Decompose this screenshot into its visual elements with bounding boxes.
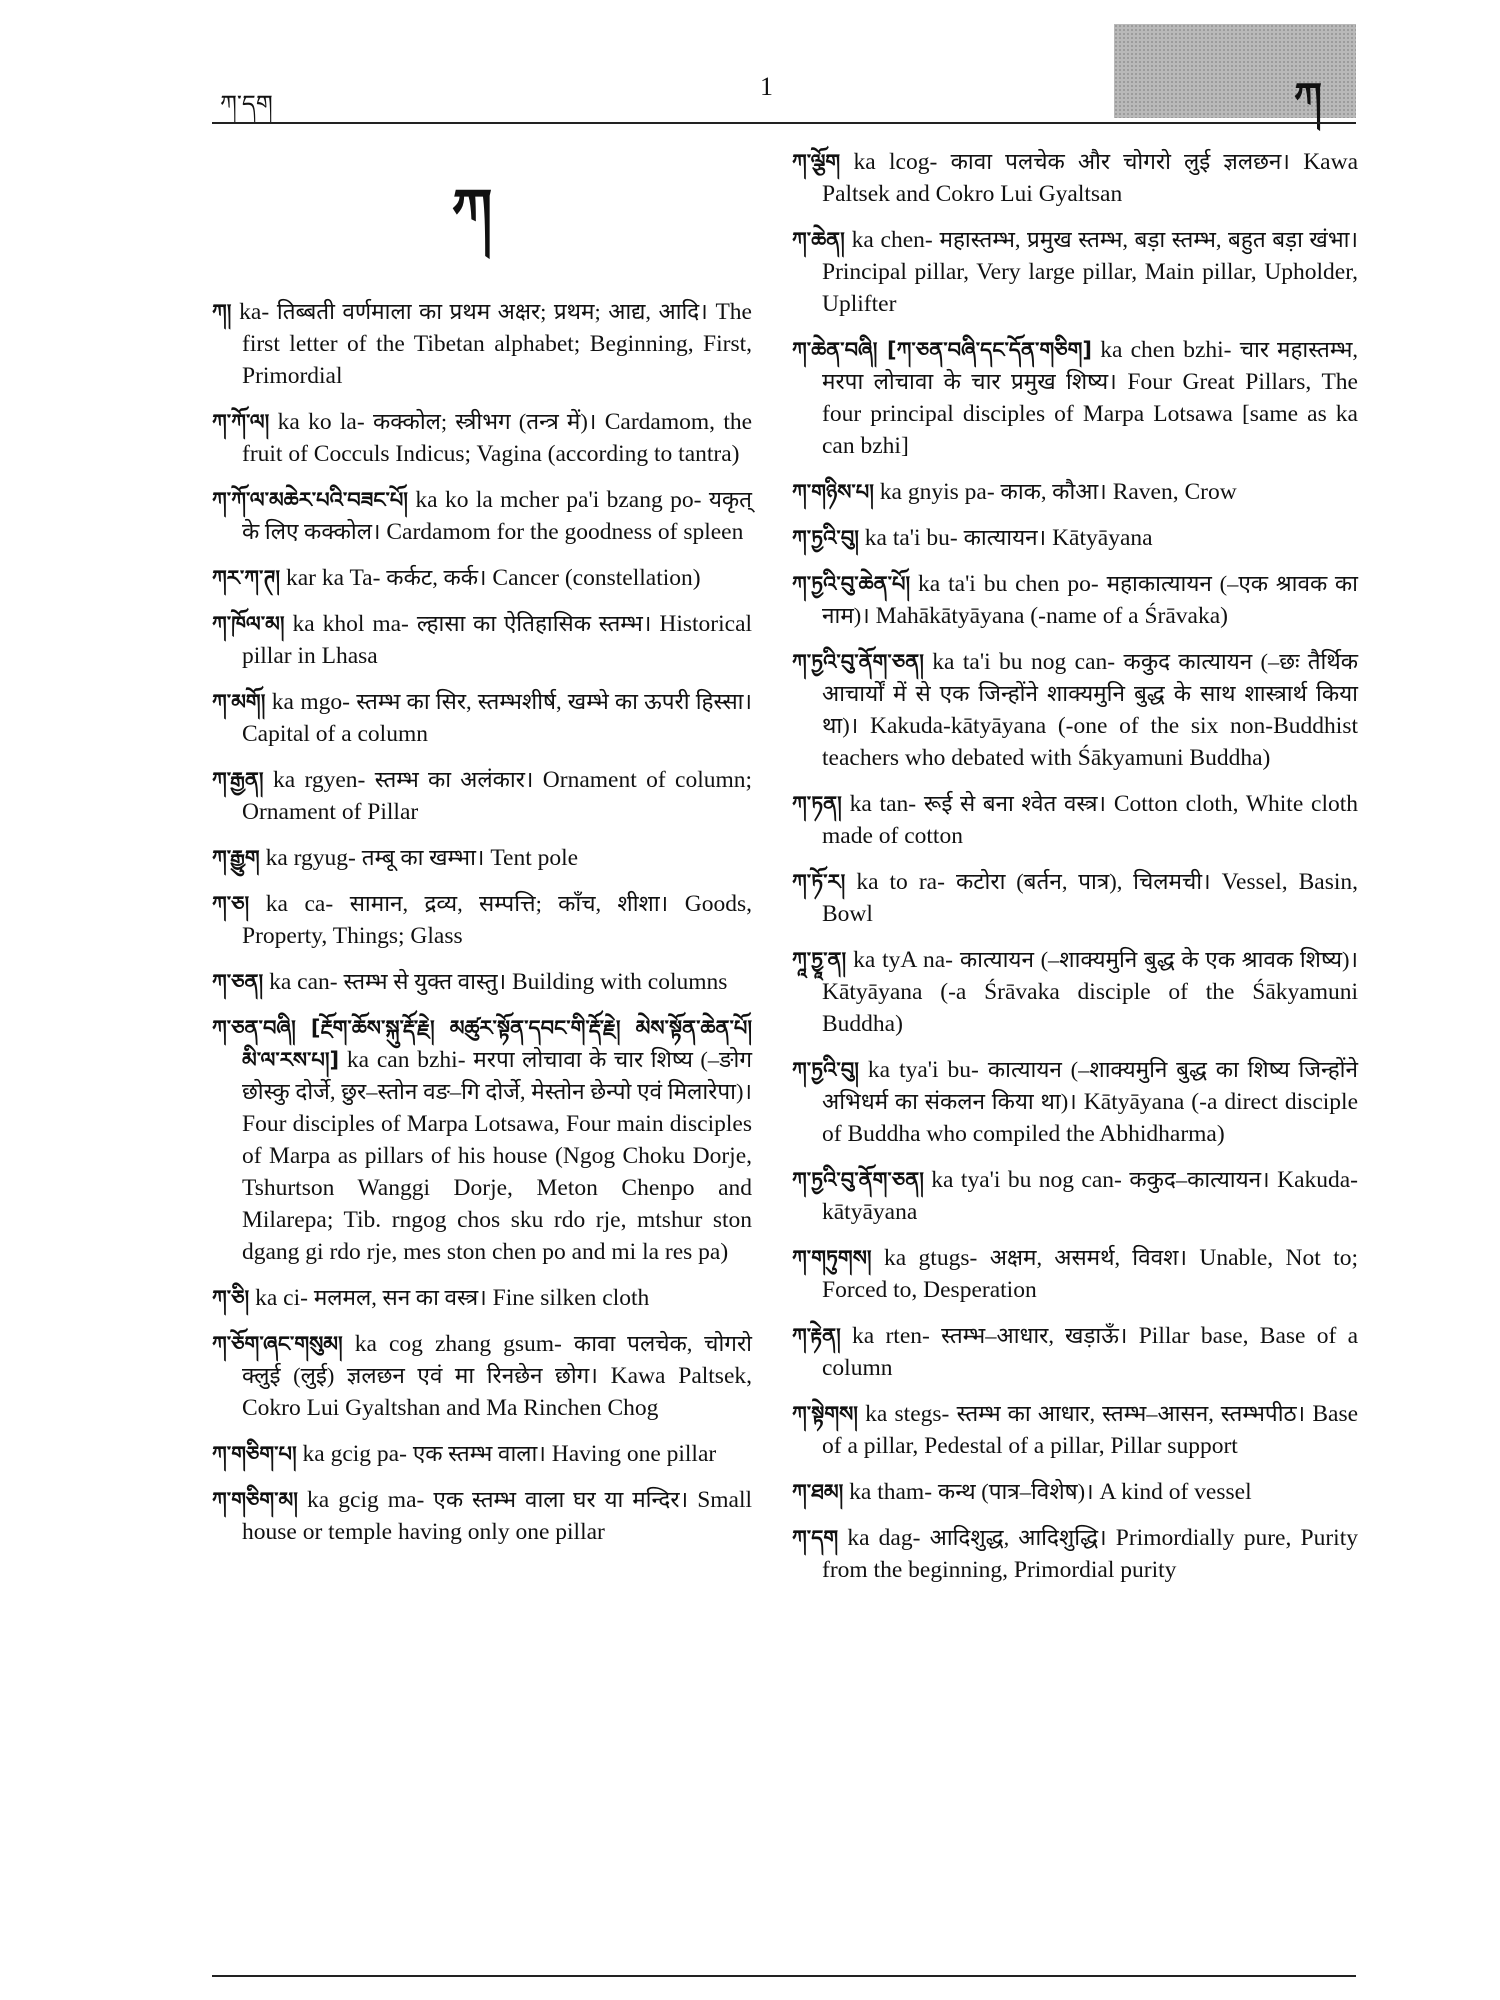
hindi-definition: ककुद कात्यायन (–छः तैर्थिक आचार्यों में से एक जिन्होंने शाक्यमुनि बुद्ध के साथ शास्त्रार्थ किया था)। [822,649,1359,738]
english-definition: Kawa Paltsek, Cokro Lui Gyaltshan and Ma Rinchen Chog [242,1363,753,1421]
dictionary-entry [212,296,752,392]
hindi-definition: काक, कौआ। [1000,479,1107,504]
tibetan-headword: ཀ་ཐམ། [792,1480,844,1504]
transliteration: ka ta'i bu nog can- [932,649,1116,675]
transliteration: ka ta'i bu- [864,525,958,551]
dictionary-entry [792,788,1358,852]
tibetan-headword: ཀ་གཅིག་པ། [212,1442,297,1466]
tibetan-headword: ཀ། [212,300,232,324]
english-definition: Ornament of column; Ornament of Pillar [242,767,753,825]
dictionary-entry [212,562,752,594]
hindi-definition: एक स्तम्भ वाला। [412,1441,546,1466]
tibetan-headword: ཀ་ཅན་བཞི། [རྔོག་ཆོས་སྐུ་རྡོ་རྗེ། མཚུར་སྟོན་དབང་གི་རྡོ་རྗེ། མེས་སྟོན་ཆེན་པོ། མི་ལ་རས་པ།] [212,1016,752,1072]
dictionary-entry [212,608,752,672]
transliteration: ka dag- [847,1525,921,1551]
dictionary-entry [792,1164,1358,1228]
tibetan-headword: ཀ་རྒྱན། [212,768,264,792]
dictionary-entry [212,888,752,952]
transliteration: ka tya'i bu- [867,1057,979,1083]
hindi-definition: कावा पलचेक और चोगरो लुई ज्ञलछन। [950,149,1290,174]
running-head: ཀ་དག [220,90,273,118]
dictionary-entry [212,1012,752,1268]
transliteration: ka chen- [851,227,933,253]
english-definition: Principal pillar, Very large pillar, Main pillar, Upholder, Uplifter [822,259,1358,317]
tibetan-headword: ཀ་གཅིག་མ། [212,1488,298,1512]
dictionary-entry [792,1242,1358,1306]
english-definition: Cancer (constellation) [492,565,701,591]
tibetan-headword: ཀ་ཅ། [212,892,250,916]
hindi-definition: स्तम्भ–आधार, खड़ाऊँ। [941,1323,1128,1348]
hindi-definition: कात्यायन (–शाक्यमुनि बुद्ध के एक श्रावक शिष्य)। [959,947,1359,972]
hindi-definition: स्तम्भ का अलंकार। [374,767,534,792]
hindi-definition: मलमल, सन का वस्त्र। [313,1285,487,1310]
tibetan-headword: ཀ་ལྕོག [792,150,841,174]
english-definition: Kātyāyana (-a direct disciple of Buddha who compiled the Abhidharma) [822,1089,1358,1147]
transliteration: ka ci- [255,1285,308,1311]
dictionary-entry [212,1282,752,1314]
dictionary-entry [212,764,752,828]
hindi-definition: महाकात्यायन (–एक श्रावक का नाम)। [822,571,1358,628]
dictionary-entry [792,944,1358,1040]
english-definition: Primordially pure, Purity from the beginning, Primordial purity [822,1525,1358,1583]
english-definition: Building with columns [511,969,728,995]
hindi-definition: कावा पलचेक, चोगरो क्लुई (लुई) ज्ञलछन एवं मा रिनछेन छोग। [242,1331,752,1388]
transliteration: ka rten- [852,1323,930,1349]
tibetan-headword: ཀ་ཏྱའི་བུ་ཆེན་པོ། [792,572,911,596]
dictionary-entry [792,1054,1358,1150]
transliteration: ka gcig ma- [307,1487,425,1513]
hindi-definition: कात्यायन। [963,525,1047,550]
dictionary-entry [212,484,752,548]
english-definition: Unable, Not to; Forced to, Desperation [822,1245,1359,1303]
english-definition: Historical pillar in Lhasa [242,611,753,669]
english-definition: Having one pillar [551,1441,717,1467]
dictionary-entry [212,406,752,470]
dictionary-entry [792,146,1358,210]
hindi-definition: अक्षम, असमर्थ, विवश। [989,1245,1187,1270]
tibetan-headword: ཀ་རྒྱུག [212,846,260,870]
english-definition: Cardamom, the fruit of Cocculs Indicus; Vagina (according to tantra) [242,409,753,467]
transliteration: ka gcig pa- [302,1441,407,1467]
dictionary-entry [792,1476,1358,1508]
english-definition: Cotton cloth, White cloth made of cotton [822,791,1359,849]
dictionary-entry [792,866,1358,930]
tibetan-headword: ཀ་ཀོ་ལ་མཆེར་པའི་བཟང་པོ། [212,488,408,512]
dictionary-entry [212,1484,752,1548]
tibetan-headword: ཀ་ཏྱའི་བུ། [792,526,859,550]
dictionary-entry [792,568,1358,632]
hindi-definition: स्तम्भ का आधार, स्तम्भ–आसन, स्तम्भपीठ। [956,1401,1306,1426]
header-rule [212,122,1356,124]
tibetan-headword: ཀ་ཅན། [212,970,264,994]
hindi-definition: स्तम्भ का सिर, स्तम्भशीर्ष, खम्भे का ऊपरी हिस्सा। [356,689,753,714]
tibetan-headword: ཀ་ཏྱའི་བུ་ནོག་ཅན། [792,650,924,674]
transliteration: ka gtugs- [883,1245,978,1271]
hindi-definition: कटोरा (बर्तन, पात्र), चिलमची। [955,869,1211,894]
hindi-definition: मरपा लोचावा के चार शिष्य (–ङोग छोस्कु दोर्जे, छुर–स्तोन वङ–गि दोर्जे, मेस्तोन छेन्पो एवं मिलारेपा)। [242,1047,752,1104]
tibetan-headword: ཀ་ཅོག་ཞང་གསུམ། [212,1332,343,1356]
tibetan-headword: ཀ་དག [792,1526,839,1550]
thumb-index-tab [1114,24,1356,121]
hindi-definition: ककुद–कात्यायन। [1129,1167,1270,1192]
dictionary-entry [212,686,752,750]
tibetan-headword: ཀ་ཁོལ་མ། [212,612,285,636]
tibetan-headword: ཀ་གཉིས་པ། [792,480,874,504]
hindi-definition: तम्बू का खम्भा। [361,845,485,870]
transliteration: ka mgo- [271,689,350,715]
english-definition: Four Great Pillars, The four principal disciples of Marpa Lotsawa [same as ka can bzhi] [822,369,1358,459]
tibetan-headword: ཀ་རྟེན། [792,1324,841,1348]
tibetan-headword: ཀ་ཏྱའི་བུ་ནོག་ཅན། [792,1168,924,1192]
transliteration: ka- [239,299,270,325]
transliteration: ka can bzhi- [346,1047,466,1073]
tibetan-headword: ཀཱ་ཏྱཱ་ན། [792,948,847,972]
tibetan-headword: ཀ་ཆེན་བཞི། [ཀ་ཅན་བཞི་དང་དོན་གཅིག] [792,338,1092,362]
right-column [792,146,1358,1600]
english-definition: Mahākātyāyana (-name of a Śrāvaka) [875,603,1228,629]
hindi-definition: एक स्तम्भ वाला घर या मन्दिर। [433,1487,689,1512]
english-definition: Kātyāyana (-a Śrāvaka disciple of the Śākyamuni Buddha) [822,979,1358,1037]
hindi-definition: कात्यायन (–शाक्यमुनि बुद्ध का शिष्य जिन्होंने अभिधर्म का संकलन किया था)। [822,1057,1359,1114]
tibetan-headword: ཀ་ཀོ་ལ། [212,410,270,434]
transliteration: ka chen bzhi- [1100,337,1232,363]
transliteration: ka tham- [849,1479,933,1505]
hindi-definition: कक्कोल; स्त्रीभग (तन्त्र में)। [373,409,597,434]
english-definition: Raven, Crow [1112,479,1237,505]
hindi-definition: कन्थ (पात्र–विशेष)। [937,1479,1094,1504]
dictionary-entry [792,646,1358,774]
tibetan-headword: ཀ་ཅི། [212,1286,250,1310]
hindi-definition: महास्तम्भ, प्रमुख स्तम्भ, बड़ा स्तम्भ, बहुत बड़ा खंभा। [939,227,1359,252]
transliteration: ka ko la mcher pa'i bzang po- [415,487,702,513]
english-definition: Vessel, Basin, Bowl [822,869,1359,927]
transliteration: ka ca- [265,891,334,917]
footer-rule [212,1975,1356,1977]
transliteration: ka ta'i bu chen po- [918,571,1099,597]
dictionary-entry [792,522,1358,554]
transliteration: ka tyA na- [853,947,953,973]
transliteration: ka rgyen- [272,767,366,793]
tibetan-headword: ཀ་ཏོ་ར། [792,870,846,894]
english-definition: Small house or temple having only one pillar [242,1487,753,1545]
tibetan-headword: ཀ་ཏྱའི་བུ། [792,1058,859,1082]
dictionary-entry [792,1398,1358,1462]
dictionary-entry [212,842,752,874]
english-definition: The first letter of the Tibetan alphabet; Beginning, First, Primordial [242,299,752,389]
transliteration: ka khol ma- [292,611,409,637]
english-definition: Kātyāyana [1052,525,1153,551]
dictionary-entry [212,1328,752,1424]
transliteration: ka rgyug- [265,845,356,871]
tibetan-headword: ཀ་གཏུགས། [792,1246,872,1270]
english-definition: Tent pole [490,845,579,871]
hindi-definition: कर्कट, कर्क। [386,565,487,590]
english-definition: Kakuda-kātyāyana (-one of the six non-Buddhist teachers who debated with Śākyamuni Buddha) [822,713,1359,771]
tibetan-headword: ཀ་ཏན། [792,792,842,816]
section-letter: ཀ [451,176,493,244]
english-definition: Kawa Paltsek and Cokro Lui Gyaltsan [822,149,1359,207]
tibetan-headword: ཀ་མགོ། [212,690,266,714]
transliteration: kar ka Ta- [285,565,381,591]
english-definition: A kind of vessel [1099,1479,1252,1505]
tibetan-headword: ཀ་ཆེན། [792,228,845,252]
transliteration: ka cog zhang gsum- [354,1331,562,1357]
dictionary-entry [212,966,752,998]
english-definition: Pillar base, Base of a column [822,1323,1359,1381]
hindi-definition: सामान, द्रव्य, सम्पत्ति; काँच, शीशा। [349,891,669,916]
english-definition: Goods, Property, Things; Glass [242,891,753,949]
transliteration: ka can- [269,969,338,995]
english-definition: Base of a pillar, Pedestal of a pillar, Pillar support [822,1401,1359,1459]
hindi-definition: आदिशुद्ध, आदिशुद्धि। [929,1525,1107,1550]
hindi-definition: स्तम्भ से युक्त वास्तु। [343,969,507,994]
english-definition: Four disciples of Marpa Lotsawa, Four main disciples of Marpa as pillars of his house (Ngog Choku Dorje, Tshurtson Wanggi Dorje, Meton Chenpo and Milarepa; Tib. rngog chos sku rdo rje, mtshur ston dgang gi rdo rje, mes ston chen po and mi la res pa) [242,1111,752,1265]
page-number: 1 [760,72,773,101]
tab-letter: ཀ [1293,74,1322,121]
transliteration: ka lcog- [853,149,938,175]
transliteration: ka stegs- [865,1401,950,1427]
dictionary-entry [212,1438,752,1470]
transliteration: ka tan- [849,791,917,817]
english-definition: Kakuda-kātyāyana [822,1167,1359,1225]
english-definition: Fine silken cloth [492,1285,650,1311]
hindi-definition: तिब्बती वर्णमाला का प्रथम अक्षर; प्रथम; आद्य, आदि। [276,299,708,324]
tibetan-headword: ཀ་སྟེགས། [792,1402,858,1426]
dictionary-entry [792,334,1358,462]
hindi-definition: ल्हासा का ऐतिहासिक स्तम्भ। [416,611,652,636]
transliteration: ka ko la- [277,409,365,435]
dictionary-entry [792,224,1358,320]
english-definition: Cardamom for the goodness of spleen [386,519,744,545]
hindi-definition: चार महास्तम्भ, मरपा लोचावा के चार प्रमुख शिष्य। [822,337,1359,394]
transliteration: ka to ra- [856,869,945,895]
dictionary-entry [792,476,1358,508]
hindi-definition: रूई से बना श्वेत वस्त्र। [923,791,1107,816]
left-column [212,146,752,1562]
tibetan-headword: ཀར་ཀ་ཊ། [212,566,281,590]
hindi-definition: यकृत् के लिए कक्कोल। [242,487,752,544]
transliteration: ka gnyis pa- [879,479,995,505]
english-definition: Capital of a column [242,721,428,747]
transliteration: ka tya'i bu nog can- [931,1167,1122,1193]
dictionary-entry [792,1320,1358,1384]
dictionary-entry [792,1522,1358,1586]
